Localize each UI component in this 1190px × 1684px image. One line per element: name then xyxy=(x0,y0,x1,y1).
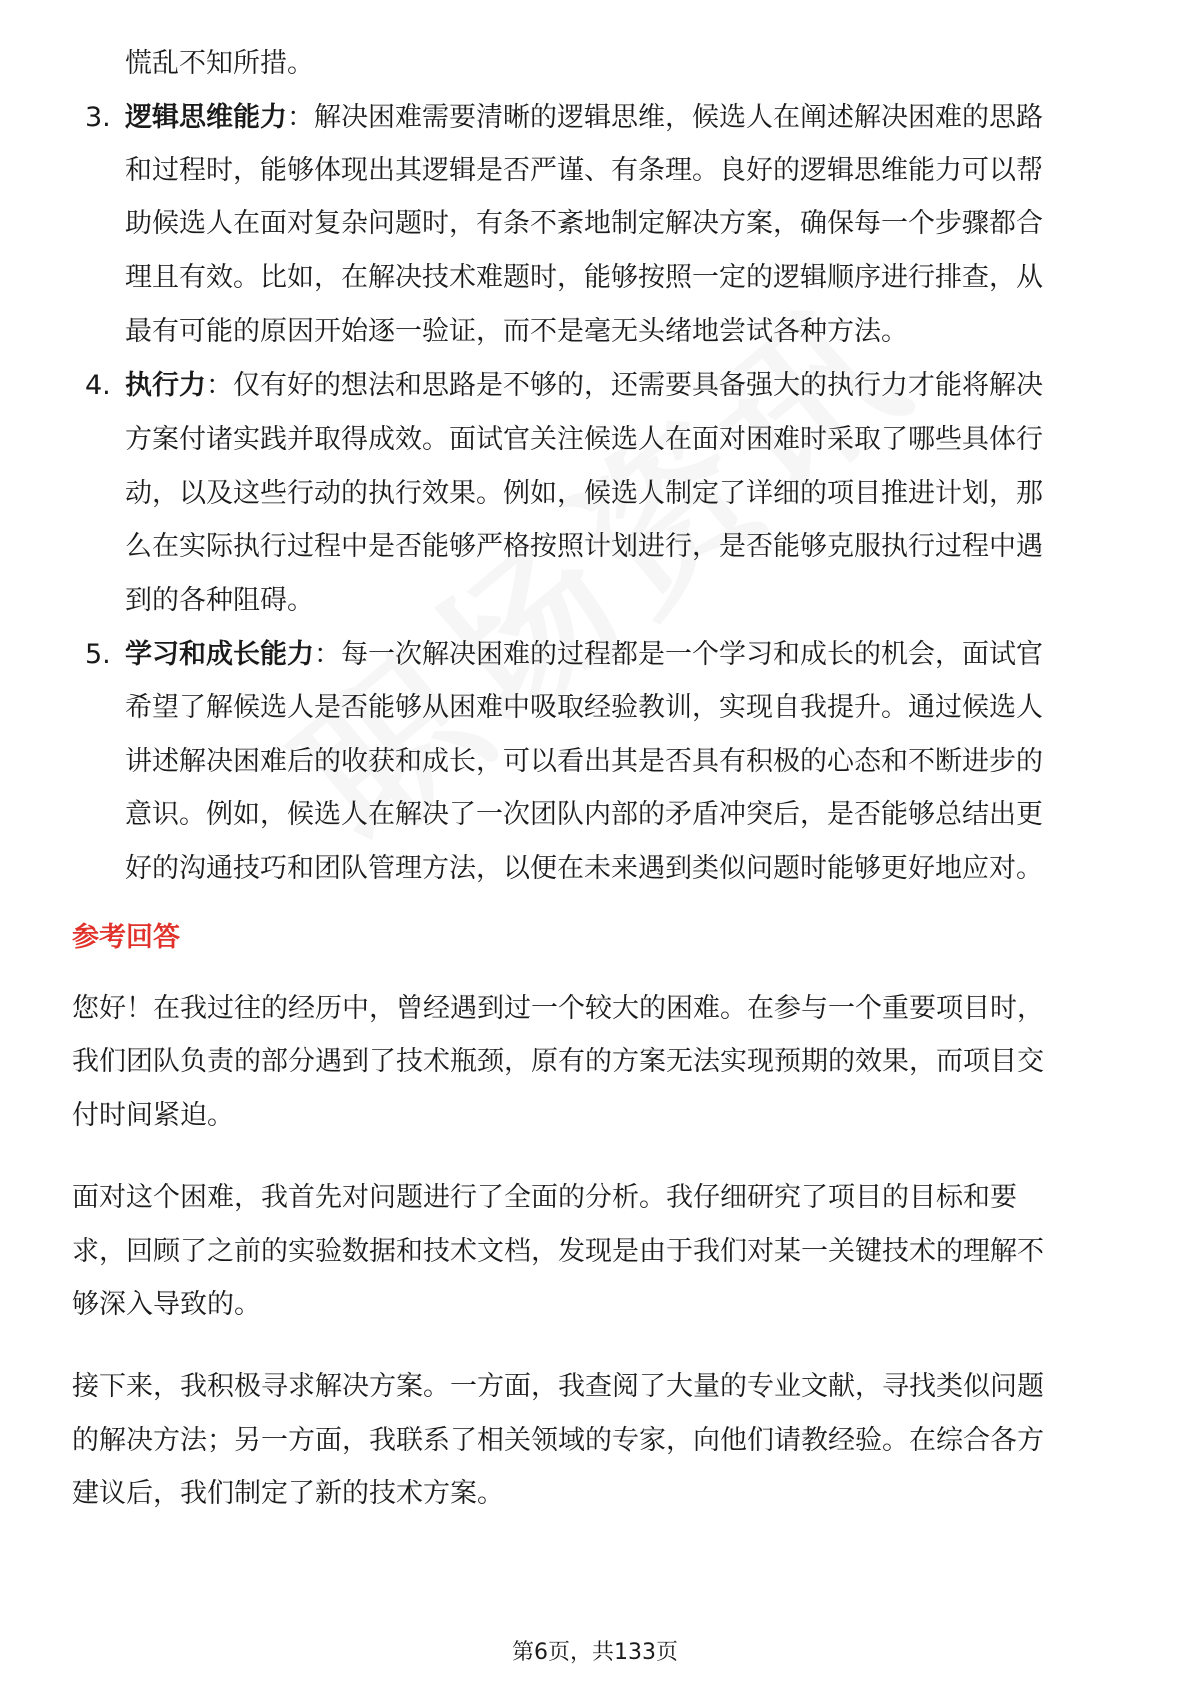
list-item-first-line xyxy=(125,637,1043,673)
list-item-line: 意识。例如，候选人在解决了一次团队内部的矛盾冲突后，是否能够总结出更 xyxy=(125,799,1043,830)
list-item-line: 讲述解决困难后的收获和成长，可以看出其是否具有积极的心态和不断进步的 xyxy=(125,746,1043,777)
list-item-line: 动，以及这些行动的执行效果。例如，候选人制定了详细的项目推进计划，那 xyxy=(125,478,1043,509)
paragraph-line: 面对这个困难，我首先对问题进行了全面的分析。我仔细研究了项目的目标和要 xyxy=(72,1182,1017,1213)
list-item-text: ：仅有好的想法和思路是不够的，还需要具备强大的执行力才能将解决 xyxy=(206,370,1043,401)
list-item-number: 3. xyxy=(85,102,111,133)
list-item-line: 最有可能的原因开始逐一验证，而不是毫无头绪地尝试各种方法。 xyxy=(125,316,908,347)
section-title: 参考回答 xyxy=(72,922,180,953)
list-item-line: 么在实际执行过程中是否能够严格按照计划进行，是否能够克服执行过程中遇 xyxy=(125,531,1043,562)
list-item-line: 助候选人在面对复杂问题时，有条不紊地制定解决方案，确保每一个步骤都合 xyxy=(125,208,1043,239)
paragraph-line: 够深入导致的。 xyxy=(72,1289,261,1320)
paragraph-line: 接下来，我积极寻求解决方案。一方面，我查阅了大量的专业文献，寻找类似问题 xyxy=(72,1371,1044,1402)
list-item-first-line xyxy=(125,100,1043,136)
list-item-line: 和过程时，能够体现出其逻辑是否严谨、有条理。良好的逻辑思维能力可以帮 xyxy=(125,155,1043,186)
paragraph-line: 付时间紧迫。 xyxy=(72,1100,234,1131)
list-item-term: 逻辑思维能力 xyxy=(125,102,287,133)
paragraph-line: 求，回顾了之前的实验数据和技术文档，发现是由于我们对某一关键技术的理解不 xyxy=(72,1236,1044,1267)
list-item-text: ：每一次解决困难的过程都是一个学习和成长的机会，面试官 xyxy=(314,639,1043,670)
list-item-line: 方案付诸实践并取得成效。面试官关注候选人在面对困难时采取了哪些具体行 xyxy=(125,424,1043,455)
list-item-line: 理且有效。比如，在解决技术难题时，能够按照一定的逻辑顺序进行排查，从 xyxy=(125,262,1043,293)
paragraph-line: 我们团队负责的部分遇到了技术瓶颈，原有的方案无法实现预期的效果，而项目交 xyxy=(72,1046,1044,1077)
list-item-term: 执行力 xyxy=(125,370,206,401)
list-item-line: 好的沟通技巧和团队管理方法，以便在未来遇到类似问题时能够更好地应对。 xyxy=(125,853,1043,884)
paragraph-line: 您好！在我过往的经历中，曾经遇到过一个较大的困难。在参与一个重要项目时， xyxy=(72,993,1044,1024)
list-item-line: 到的各种阻碍。 xyxy=(125,585,314,616)
page-number: 第6页，共133页 xyxy=(512,1640,678,1665)
list-item-number: 4. xyxy=(85,370,111,401)
list-continuation: 慌乱不知所措。 xyxy=(125,48,314,79)
list-item-number: 5. xyxy=(85,639,111,670)
list-item-term: 学习和成长能力 xyxy=(125,639,314,670)
list-item-line: 希望了解候选人是否能够从困难中吸取经验教训，实现自我提升。通过候选人 xyxy=(125,692,1043,723)
paragraph-line: 的解决方法；另一方面，我联系了相关领域的专家，向他们请教经验。在综合各方 xyxy=(72,1425,1044,1456)
list-item-first-line xyxy=(125,368,1043,404)
list-item-text: ：解决困难需要清晰的逻辑思维，候选人在阐述解决困难的思路 xyxy=(287,102,1043,133)
paragraph-line: 建议后，我们制定了新的技术方案。 xyxy=(72,1478,504,1509)
